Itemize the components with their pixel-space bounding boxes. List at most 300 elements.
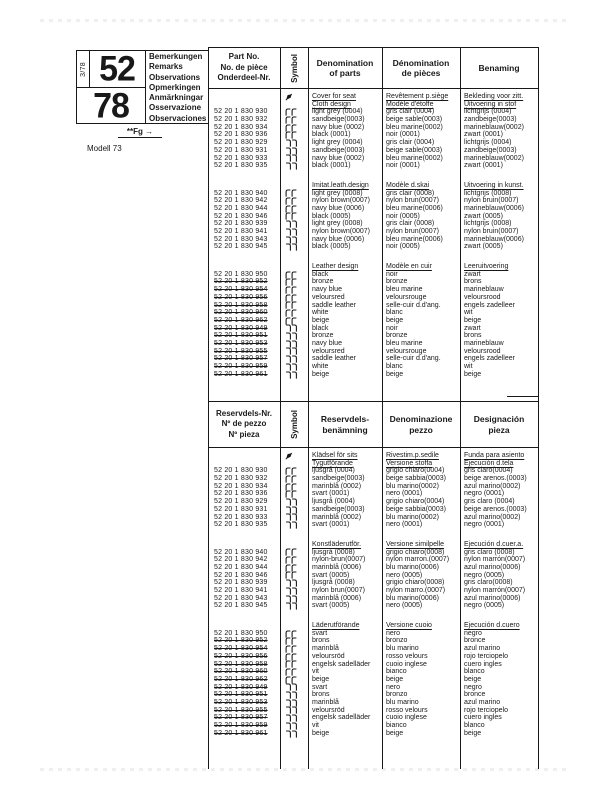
description-text: azul marino(0002) bbox=[464, 482, 521, 490]
table-row bbox=[208, 730, 538, 738]
symbol-header-label: Symbol bbox=[289, 410, 299, 439]
header-line: pieza bbox=[488, 424, 510, 435]
description-cell bbox=[308, 637, 382, 645]
table-row bbox=[208, 630, 538, 638]
remarks-label-it: Osservazione bbox=[149, 103, 202, 113]
description-text: veloursrood bbox=[464, 347, 501, 355]
part-number: 52 20 1 830 933 bbox=[214, 513, 268, 521]
description-cell bbox=[308, 521, 382, 529]
part-number: 52 20 1 830 951 bbox=[214, 691, 268, 699]
header-line: Denomination bbox=[316, 57, 374, 68]
description-cell bbox=[308, 162, 382, 170]
description-cell bbox=[382, 556, 460, 564]
description-cell bbox=[460, 572, 538, 580]
table-row bbox=[208, 139, 538, 147]
description-cell bbox=[460, 684, 538, 692]
part-number-cell bbox=[208, 645, 280, 653]
description-cell bbox=[460, 286, 538, 294]
description-text: lichtgrijs (0008) bbox=[464, 220, 512, 228]
description-cell bbox=[308, 131, 382, 139]
description-text: marineblauw bbox=[464, 286, 504, 294]
heading-cell bbox=[460, 182, 538, 190]
description-cell bbox=[460, 236, 538, 244]
description-cell bbox=[382, 147, 460, 155]
table-row bbox=[208, 637, 538, 645]
heading-cell bbox=[308, 101, 382, 109]
description-text: negro (0001) bbox=[464, 490, 505, 498]
description-text: marineblauw(0002) bbox=[464, 123, 524, 131]
description-cell bbox=[308, 668, 382, 676]
description-text: gris clair (0004) bbox=[386, 139, 435, 147]
heading-cell bbox=[460, 452, 538, 460]
table-row bbox=[208, 363, 538, 371]
description-cell bbox=[382, 645, 460, 653]
heading-cell bbox=[308, 541, 382, 549]
description-text: beige bbox=[464, 729, 482, 737]
part-number-cell bbox=[208, 676, 280, 684]
description-text: gris clair (0008) bbox=[386, 189, 435, 197]
description-text: gris claro(0004) bbox=[464, 467, 513, 475]
description-text: beige bbox=[386, 729, 404, 737]
table-row bbox=[208, 722, 538, 730]
block-heading: Funda para asiento bbox=[464, 452, 525, 459]
part-number-cell bbox=[208, 155, 280, 163]
symbol-cell bbox=[280, 371, 308, 379]
denomination-es-header bbox=[460, 402, 538, 447]
block-heading: Tygutförande bbox=[312, 459, 353, 467]
description-cell bbox=[460, 637, 538, 645]
table-row bbox=[208, 371, 538, 379]
description-text: marinblå (0002) bbox=[312, 513, 362, 521]
description-text: noir bbox=[386, 270, 398, 278]
part-number-cell bbox=[208, 707, 280, 715]
table-row bbox=[208, 108, 538, 116]
description-cell bbox=[308, 645, 382, 653]
heading-cell bbox=[382, 93, 460, 101]
seat-marker-icon bbox=[285, 93, 293, 101]
table-row bbox=[208, 676, 538, 684]
part-number-cell bbox=[208, 714, 280, 722]
description-text: navy blue (0002) bbox=[312, 154, 365, 162]
part-no-header bbox=[208, 48, 280, 88]
part-number: 52 20 1 830 962 bbox=[214, 675, 268, 683]
description-text: beige bbox=[386, 316, 404, 324]
table-row bbox=[208, 325, 538, 333]
remarks-label-de: Bemerkungen bbox=[149, 52, 203, 61]
figure-reference: **Fg → bbox=[118, 127, 162, 138]
description-text: ljusgrå (0008) bbox=[312, 579, 355, 587]
part-no-header-line: Nº pieza bbox=[228, 429, 260, 439]
description-text: rojo terciopelo bbox=[464, 706, 508, 714]
description-cell bbox=[308, 653, 382, 661]
part-number-cell bbox=[208, 197, 280, 205]
block-heading: Modèle en cuir bbox=[386, 263, 432, 271]
description-text: zwart (0005) bbox=[464, 243, 503, 251]
description-text: bronzo bbox=[386, 691, 408, 699]
description-text: wit bbox=[464, 309, 473, 317]
description-text: cuoio inglese bbox=[386, 660, 427, 668]
description-cell bbox=[382, 124, 460, 132]
description-text: zwart bbox=[464, 324, 481, 332]
part-number-cell bbox=[208, 630, 280, 638]
description-cell bbox=[308, 602, 382, 610]
part-number-cell bbox=[208, 116, 280, 124]
part-no-header-line: Onderdeel-Nr. bbox=[217, 73, 271, 83]
block-heading: Cloth design bbox=[312, 100, 351, 108]
part-number-cell bbox=[208, 205, 280, 213]
part-number: 52 20 1 830 953 bbox=[214, 339, 268, 347]
description-cell bbox=[308, 271, 382, 279]
description-cell bbox=[382, 630, 460, 638]
remarks-label-sv: Anmärkningar bbox=[149, 93, 204, 103]
description-cell bbox=[460, 278, 538, 286]
description-cell bbox=[460, 730, 538, 738]
description-cell bbox=[382, 506, 460, 514]
description-text: beige sabbia(0003) bbox=[386, 505, 446, 513]
description-cell bbox=[460, 108, 538, 116]
part-number: 52 20 1 830 953 bbox=[214, 698, 268, 706]
description-cell bbox=[308, 155, 382, 163]
heading-cell bbox=[382, 101, 460, 109]
sub-group-row bbox=[77, 85, 145, 126]
description-cell bbox=[382, 595, 460, 603]
part-number: 52 20 1 830 941 bbox=[214, 228, 268, 235]
part-number: 52 20 1 830 936 bbox=[214, 131, 268, 139]
description-cell bbox=[460, 587, 538, 595]
description-cell bbox=[308, 116, 382, 124]
description-cell bbox=[308, 722, 382, 730]
description-text: nylon marro.(0007) bbox=[386, 587, 446, 594]
description-cell bbox=[382, 139, 460, 147]
description-text: nero (0001) bbox=[386, 521, 423, 529]
part-number: 52 20 1 830 940 bbox=[214, 548, 268, 556]
description-text: veloursred bbox=[312, 293, 345, 301]
table-row bbox=[208, 549, 538, 557]
block-heading: Revêtement p.siège bbox=[386, 93, 449, 100]
description-text: bianco bbox=[386, 722, 407, 729]
table-row bbox=[208, 498, 538, 506]
description-text: black bbox=[312, 324, 329, 332]
remarks-label-nl: Opmerkingen bbox=[149, 82, 201, 92]
part-number-cell bbox=[208, 637, 280, 645]
description-cell bbox=[382, 467, 460, 475]
symbol-header-label: Symbol bbox=[289, 53, 299, 83]
part-number-cell bbox=[208, 506, 280, 514]
description-text: saddle leather bbox=[312, 355, 356, 363]
part-number: 52 20 1 830 955 bbox=[214, 347, 268, 355]
description-cell bbox=[382, 302, 460, 310]
description-text: light grey (0004) bbox=[312, 139, 363, 147]
description-text: black bbox=[312, 270, 329, 278]
part-number-cell bbox=[208, 699, 280, 707]
description-cell bbox=[382, 483, 460, 491]
description-cell bbox=[460, 514, 538, 522]
symbol-cell bbox=[280, 730, 308, 738]
description-text: zwart bbox=[464, 270, 481, 278]
description-text: svart (0001) bbox=[312, 490, 350, 498]
description-text: bleu marine bbox=[386, 339, 423, 347]
description-cell bbox=[308, 490, 382, 498]
description-cell bbox=[308, 549, 382, 557]
description-text: bronce bbox=[464, 637, 486, 645]
description-text: navy blue bbox=[312, 286, 342, 294]
description-text: marineblauw(0002) bbox=[464, 154, 524, 162]
description-cell bbox=[382, 286, 460, 294]
description-text: veloursred bbox=[312, 347, 345, 355]
description-cell bbox=[308, 213, 382, 221]
description-text: blu marino(0006) bbox=[386, 594, 439, 602]
block-heading: Cover for seat bbox=[312, 93, 356, 100]
description-cell bbox=[460, 506, 538, 514]
description-cell bbox=[382, 131, 460, 139]
lower-table-header bbox=[208, 401, 538, 448]
part-number-cell bbox=[208, 684, 280, 692]
double-hook-left-icon bbox=[285, 602, 298, 610]
description-text: gris claro (0008) bbox=[464, 548, 515, 556]
description-cell bbox=[460, 302, 538, 310]
symbol-header bbox=[280, 402, 308, 447]
description-cell bbox=[308, 278, 382, 286]
double-hook-left-icon bbox=[285, 162, 298, 170]
description-cell bbox=[308, 564, 382, 572]
description-text: brons bbox=[464, 278, 482, 286]
description-cell bbox=[460, 371, 538, 379]
description-cell bbox=[460, 707, 538, 715]
description-text: nero (0001) bbox=[386, 490, 423, 498]
description-text: white bbox=[312, 363, 329, 370]
description-cell bbox=[308, 340, 382, 348]
description-cell bbox=[382, 668, 460, 676]
part-number: 52 20 1 830 961 bbox=[214, 729, 268, 737]
description-cell bbox=[460, 668, 538, 676]
description-cell bbox=[308, 730, 382, 738]
description-cell bbox=[308, 684, 382, 692]
description-cell bbox=[308, 139, 382, 147]
description-text: light grey (0008) bbox=[312, 189, 363, 197]
part-number-cell bbox=[208, 467, 280, 475]
table-row bbox=[208, 220, 538, 228]
corner-info-box bbox=[76, 50, 208, 124]
section-divider-tick bbox=[507, 396, 538, 397]
part-number: 52 20 1 830 959 bbox=[214, 363, 268, 370]
description-text: brons bbox=[312, 691, 330, 699]
table-row bbox=[208, 602, 538, 610]
part-number: 52 20 1 830 931 bbox=[214, 505, 268, 513]
header-line: pezzo bbox=[409, 424, 433, 435]
description-cell bbox=[382, 205, 460, 213]
description-cell bbox=[382, 714, 460, 722]
table-row bbox=[208, 271, 538, 279]
description-text: engels zadelleer bbox=[464, 355, 515, 363]
description-cell bbox=[382, 684, 460, 692]
part-number: 52 20 1 830 942 bbox=[214, 556, 268, 564]
heading-cell bbox=[382, 622, 460, 630]
description-cell bbox=[382, 325, 460, 333]
part-number-cell bbox=[208, 371, 280, 379]
remarks-label-fr: Observations bbox=[149, 72, 201, 82]
remarks-label-es: Observaciones bbox=[149, 113, 207, 123]
header-line: Dénomination bbox=[392, 57, 450, 68]
description-cell bbox=[308, 309, 382, 317]
description-text: beige bbox=[386, 370, 404, 378]
description-cell bbox=[460, 722, 538, 730]
description-cell bbox=[460, 317, 538, 325]
description-text: beige bbox=[312, 370, 330, 378]
part-number: 52 20 1 830 944 bbox=[214, 204, 268, 212]
description-cell bbox=[382, 549, 460, 557]
description-text: grigio chiaro(0008) bbox=[386, 548, 445, 556]
description-cell bbox=[308, 630, 382, 638]
part-number: 52 20 1 830 943 bbox=[214, 235, 268, 243]
part-no-header-line: Part No. bbox=[228, 52, 260, 62]
part-number: 52 20 1 830 959 bbox=[214, 722, 268, 729]
description-cell bbox=[308, 676, 382, 684]
main-group-number: 52 bbox=[99, 49, 135, 89]
double-hook-left-icon bbox=[285, 371, 298, 379]
table-row bbox=[208, 286, 538, 294]
description-text: navy blue (0006) bbox=[312, 204, 365, 212]
description-cell bbox=[382, 587, 460, 595]
part-number: 52 20 1 830 958 bbox=[214, 301, 268, 309]
benaming-header bbox=[460, 48, 538, 88]
description-cell bbox=[460, 521, 538, 529]
parts-block bbox=[208, 182, 538, 251]
description-cell bbox=[308, 714, 382, 722]
table-row bbox=[208, 483, 538, 491]
description-cell bbox=[382, 190, 460, 198]
table-row bbox=[208, 190, 538, 198]
part-number: 52 20 1 830 961 bbox=[214, 370, 268, 378]
description-cell bbox=[460, 676, 538, 684]
description-cell bbox=[460, 147, 538, 155]
description-cell bbox=[308, 332, 382, 340]
description-text: nylon brun(0007) bbox=[386, 197, 439, 205]
block-heading-row bbox=[208, 263, 538, 271]
part-number-cell bbox=[208, 549, 280, 557]
part-number: 52 20 1 830 960 bbox=[214, 668, 268, 676]
double-hook-left-icon bbox=[285, 521, 298, 529]
table-row bbox=[208, 506, 538, 514]
table-row bbox=[208, 691, 538, 699]
table-row bbox=[208, 467, 538, 475]
table-row bbox=[208, 521, 538, 529]
part-number-cell bbox=[208, 131, 280, 139]
part-number: 52 20 1 830 936 bbox=[214, 490, 268, 498]
heading-cell bbox=[308, 452, 382, 460]
part-number: 52 20 1 830 958 bbox=[214, 660, 268, 668]
table-row bbox=[208, 587, 538, 595]
description-cell bbox=[308, 498, 382, 506]
description-cell bbox=[460, 714, 538, 722]
description-cell bbox=[460, 579, 538, 587]
table-row bbox=[208, 340, 538, 348]
description-cell bbox=[460, 243, 538, 251]
description-text: rosso velours bbox=[386, 706, 428, 714]
description-text: cuoio inglese bbox=[386, 714, 427, 722]
part-number-cell bbox=[208, 722, 280, 730]
description-cell bbox=[308, 302, 382, 310]
description-cell bbox=[460, 124, 538, 132]
description-cell bbox=[382, 371, 460, 379]
description-text: beige sabbia(0003) bbox=[386, 475, 446, 483]
heading-cell bbox=[460, 263, 538, 271]
description-text: negro bbox=[464, 629, 482, 637]
description-text: gris claro (0004) bbox=[464, 498, 515, 506]
description-cell bbox=[460, 602, 538, 610]
description-text: rosso velours bbox=[386, 652, 428, 660]
table-row bbox=[208, 579, 538, 587]
description-text: brons bbox=[312, 637, 330, 645]
part-number-cell bbox=[208, 317, 280, 325]
block-heading-row bbox=[208, 182, 538, 190]
part-number-cell bbox=[208, 498, 280, 506]
part-number: 52 20 1 830 935 bbox=[214, 162, 268, 170]
description-cell bbox=[308, 699, 382, 707]
block-heading: Modèle d'étoffe bbox=[386, 100, 434, 108]
description-cell bbox=[308, 371, 382, 379]
description-text: engelsk sadelläder bbox=[312, 660, 371, 668]
part-number-cell bbox=[208, 236, 280, 244]
description-cell bbox=[460, 549, 538, 557]
description-cell bbox=[382, 116, 460, 124]
description-cell bbox=[308, 467, 382, 475]
table-row bbox=[208, 707, 538, 715]
description-cell bbox=[382, 521, 460, 529]
description-cell bbox=[308, 483, 382, 491]
model-label: Modell 73 bbox=[87, 144, 122, 153]
part-number-cell bbox=[208, 213, 280, 221]
description-text: grigio chiaro(0008) bbox=[386, 579, 445, 587]
symbol-cell bbox=[280, 452, 308, 460]
description-text: bleu marine(0002) bbox=[386, 154, 443, 162]
description-text: marineblauw bbox=[464, 339, 504, 347]
description-text: bianco bbox=[386, 668, 407, 676]
table-row bbox=[208, 116, 538, 124]
description-text: cuero ingles bbox=[464, 660, 502, 668]
symbol-cell bbox=[280, 93, 308, 101]
issue-cell bbox=[77, 51, 90, 87]
block-heading: Bekleding voor zitt. bbox=[464, 93, 524, 100]
part-number: 52 20 1 830 949 bbox=[214, 683, 268, 691]
part-number: 52 20 1 830 957 bbox=[214, 714, 268, 722]
description-text: beige bbox=[464, 370, 482, 378]
description-text: marinblå (0006) bbox=[312, 563, 362, 571]
lower-table-body bbox=[208, 449, 538, 749]
heading-cell bbox=[382, 452, 460, 460]
description-text: nylon bruin(0007) bbox=[464, 197, 519, 205]
description-text: vit bbox=[312, 668, 319, 676]
description-text: negro (0005) bbox=[464, 602, 505, 610]
part-number: 52 20 1 830 952 bbox=[214, 637, 268, 645]
table-row bbox=[208, 564, 538, 572]
part-number-cell bbox=[208, 340, 280, 348]
heading-cell bbox=[382, 182, 460, 190]
description-text: nero (0005) bbox=[386, 602, 423, 610]
part-no-header-line: Nº de pezzo bbox=[221, 419, 267, 429]
description-cell bbox=[460, 340, 538, 348]
description-text: sandbeige(0003) bbox=[312, 116, 365, 124]
description-text: nylon brown(0007) bbox=[312, 228, 370, 235]
description-cell bbox=[308, 325, 382, 333]
part-number-cell bbox=[208, 190, 280, 198]
part-number: 52 20 1 830 960 bbox=[214, 309, 268, 317]
description-cell bbox=[308, 228, 382, 236]
description-cell bbox=[308, 661, 382, 669]
table-row bbox=[208, 572, 538, 580]
description-text: lichtgrijs (0004) bbox=[464, 139, 512, 147]
description-cell bbox=[382, 514, 460, 522]
description-cell bbox=[460, 595, 538, 603]
